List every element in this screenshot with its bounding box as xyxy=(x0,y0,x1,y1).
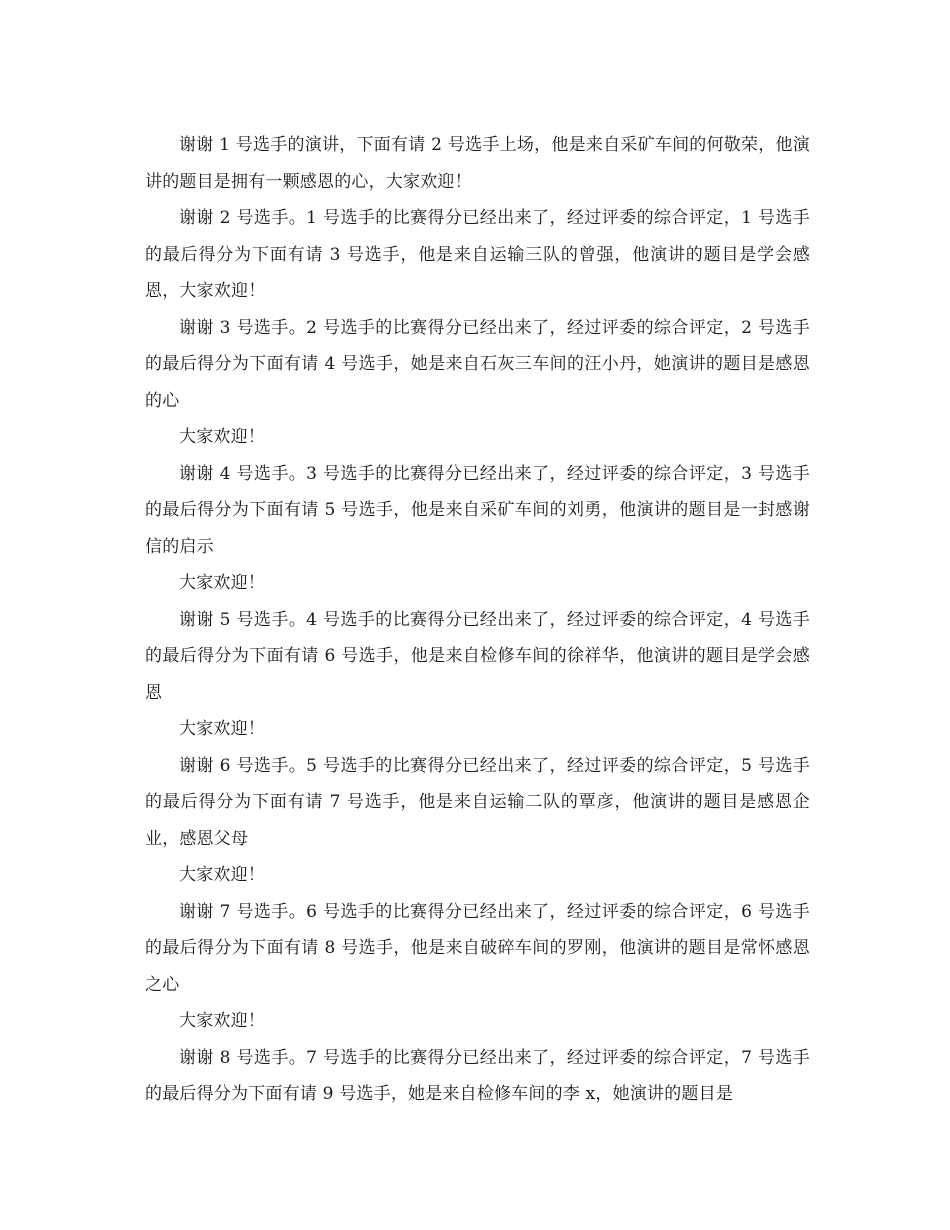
paragraph-12: 大家欢迎！ xyxy=(179,1011,265,1031)
paragraph-4: 大家欢迎！ xyxy=(179,427,265,447)
paragraph-13: 谢谢 8 号选手。7 号选手的比赛得分已经出来了，经过评委的综合评定，7 号选手的最后得分为下面有请 9 号选手，她是来自检修车间的李 x，她演讲的题目是 xyxy=(145,1047,810,1104)
paragraph-9: 谢谢 6 号选手。5 号选手的比赛得分已经出来了，经过评委的综合评定，5 号选手的最后得分为下面有请 7 号选手，他是来自运输二队的覃彦，他演讲的题目是感恩企业，感恩父母 xyxy=(145,755,810,849)
paragraph-11: 谢谢 7 号选手。6 号选手的比赛得分已经出来了，经过评委的综合评定，6 号选手的最后得分为下面有请 8 号选手，他是来自破碎车间的罗刚，他演讲的题目是常怀感恩之心 xyxy=(145,901,810,995)
document-body xyxy=(145,127,810,1113)
paragraph-7: 谢谢 5 号选手。4 号选手的比赛得分已经出来了，经过评委的综合评定，4 号选手的最后得分为下面有请 6 号选手，他是来自检修车间的徐祥华，他演讲的题目是学会感恩 xyxy=(145,609,810,703)
paragraph-1: 谢谢 1 号选手的演讲，下面有请 2 号选手上场，他是来自采矿车间的何敬荣，他演讲的题目是拥有一颗感恩的心，大家欢迎！ xyxy=(145,135,810,192)
paragraph-5: 谢谢 4 号选手。3 号选手的比赛得分已经出来了，经过评委的综合评定，3 号选手的最后得分为下面有请 5 号选手，他是来自采矿车间的刘勇，他演讲的题目是一封感谢信的启示 xyxy=(145,463,810,557)
paragraph-8: 大家欢迎！ xyxy=(179,719,265,739)
paragraph-10: 大家欢迎！ xyxy=(179,865,265,885)
paragraph-2: 谢谢 2 号选手。1 号选手的比赛得分已经出来了，经过评委的综合评定，1 号选手的最后得分为下面有请 3 号选手，他是来自运输三队的曾强，他演讲的题目是学会感恩，大家欢迎！ xyxy=(145,208,810,301)
paragraph-3: 谢谢 3 号选手。2 号选手的比赛得分已经出来了，经过评委的综合评定，2 号选手的最后得分为下面有请 4 号选手，她是来自石灰三车间的汪小丹，她演讲的题目是感恩的心 xyxy=(145,317,810,411)
paragraph-6: 大家欢迎！ xyxy=(179,573,265,593)
